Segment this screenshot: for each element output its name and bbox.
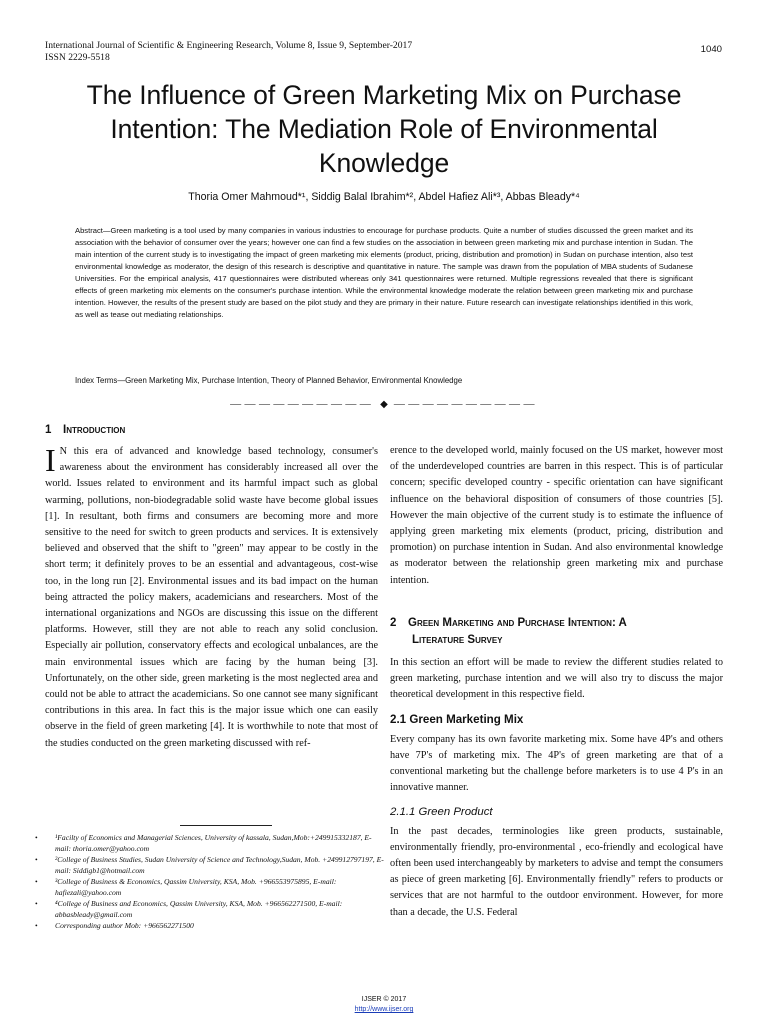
section-1-number: 1 [45,424,52,436]
section-1-title: Introduction [63,424,126,436]
index-terms: Index Terms—Green Marketing Mix, Purchase Intention, Theory of Planned Behavior, Environmental Knowledge [75,376,463,385]
drop-cap: I [45,442,56,478]
right-column [390,443,723,921]
footer-url-link[interactable]: http://www.ijser.org [354,1006,414,1013]
journal-name: International Journal of Scientific & Engineering Research, Volume 8, Issue 9, September-2017 [45,40,413,51]
section-2-number: 2 [390,616,397,629]
subsection-2-1-1-heading: 2.1.1 Green Product [390,806,493,819]
subsection-2-1-text: Every company has its own favorite marketing mix. Some have 4P's and others have 7P's of marketing mix. The 4P's of green marketing are that of a conventional marketing but the challenge before marketers is to use 4 P's in an innovative manner. [390,733,723,794]
footnote-4: • ⁴College of Business and Economics, Qassim University, KSA, Mob. +966562271500, E-mail: abbasbleady@gmail.com [35,899,343,919]
subsection-2-1-1-text: In the past decades, terminologies like green products, sustainable, environmentally friendly, pro-environmental , eco-friendly and ecological have often been used interchangeably by marketers to advise and tempt the consumers as piece of green marketing [6]. Environmentally friendly" refers to products or services that are not harmful to the outdoor environment. However, for more than a decade, the U.S. Federal [390,825,723,918]
footnote-3: • ³College of Business & Economics, Qassim University, KSA, Mob. +966553975895, E-mail: hafiezali@yahoo.com [35,877,337,897]
divider-dashes-left: —————————— [230,398,375,410]
section-2-title-line1: Green Marketing and Purchase Intention: A [408,616,627,629]
section-1-continued: erence to the developed world, mainly focused on the US market, however most of the underdeveloped countries are barren in this respect. This is of particular concern; specific developed country - specific orientation can have significant influence on the behavioral disposition of consumers of those countries [5]. However the main objective of the current study is to estimate the influence of applying green marketing mix elements (product, pricing, distribution and promotion) on purchase intention in Sudan. And also environmental knowledge as moderator between the relationship green marketing mix and purchase intention. [390,445,723,586]
divider-dashes-right: —————————— [393,398,538,410]
paper-title: The Influence of Green Marketing Mix on Purchase Intention: The Mediation Role of Environmental Knowledge [86,80,682,178]
section-2-text: In this section an effort will be made to review the different studies related to green marketing, purchase intention and we will also try to discuss the major theoretical development in this respective field. [390,656,723,701]
footnote-5: • Corresponding author Mob: +966562271500 [35,921,194,930]
page-number: 1040 [700,44,722,55]
footnote-2: • ²College of Business Studies, Sudan University of Science and Technology,Sudan, Mob. +249912797197, E-mail: Siddigb1@hotmail.com [35,855,384,875]
bullet-icon: • [35,877,38,886]
subsection-2-1-heading: 2.1 Green Marketing Mix [390,713,524,727]
divider-diamond-icon: ◆ [380,398,388,410]
left-column [45,422,378,752]
journal-header [45,40,665,64]
section-1-text [45,444,378,752]
footnote-1: • ¹Facilty of Economics and Managerial Sciences, University of kassala, Sudan,Mob:+249915332187, E-mail: thoria.omer@yahoo.com [35,833,372,853]
footnote-rule [180,825,272,826]
issn: ISSN 2229-5518 [45,52,110,63]
section-divider [230,396,538,412]
section-2-title-line2: Literature Survey [412,633,503,646]
bullet-icon: • [35,921,38,930]
bullet-icon: • [35,899,38,908]
section-1-body: N this era of advanced and knowledge based technology, consumer's awareness about the environment has considerably increased all over the world. Issues related to environment and its harmful impact such as global warming, pollutions, non-biodegradable solid waste have become global issues [1]. In resultant, both firms and consumers are becoming more and more sensitive to the need for switch to green products and services. It is extensively believed and observed that the shift to "green" may appear to be costly in the short term; it definitely proves to be an essential and advantageous, cost-wise too, in the long run [2]. Environmental issues and its bad impact on the human being attracted the policy makers, academicians and researchers. Most of the international organizations and NGOs are discussing this issue on the different platforms. However, still they are not able to reach any solid conclusion. Especially air pollution, conservatory effects and ecological unbalances, are the main environmental issues which are facing by the human being [3]. Unfortunately, on the other side, green marketing is the most neglected area and could not be able to attract the academicians. So one cannot see many significant contributions in this area. In fact this is the major issue which one can easily observe in the field of green marketing [4]. It is worthwhile to note that most of the studies conducted on the green marketing discussed with ref- [45,446,378,749]
section-2-heading [390,615,723,649]
footnotes [35,832,385,931]
bullet-icon: • [35,855,38,864]
bullet-icon: • [35,833,38,842]
section-1-heading [45,422,378,438]
abstract: Abstract—Green marketing is a tool used by many companies in various industries to encourage for purchase products. Quite a number of studies discussed the green market and its association with the behavior of consumer over the years; however one can find a few studies on the association in between green marketing mix and purchase intention in Sudan. The main intention of the current study is to investigating the impact of green marketing mix elements (product, pricing, distribution and promotion) in Sudan on purchase intention, also test environmental knowledge as moderator, the design of this research is descriptive and quantitative in nature. The sample was drawn from the population of MBA students of Sudanese Universities. For the empirical analysis, 417 questionnaires were distributed whereas only 341 questionnaires were returned. Multiple regressions revealed that there is significant effects of green marketing mix elements on the consumer's purchase intention. While the environmental knowledge moderate the relation between green marketing mix and purchase intention. However, the results of the present study are based on the pilot study and they are primary in their nature. Future research can investigate relationships identified in this work, as well as tease out mediating relationships. [75,226,693,320]
footer-copyright: IJSER © 2017 [361,996,407,1003]
author-list: Thoria Omer Mahmoud*¹, Siddig Balal Ibrahim*², Abdel Hafiez Ali*³, Abbas Bleady*⁴ [188,191,580,203]
